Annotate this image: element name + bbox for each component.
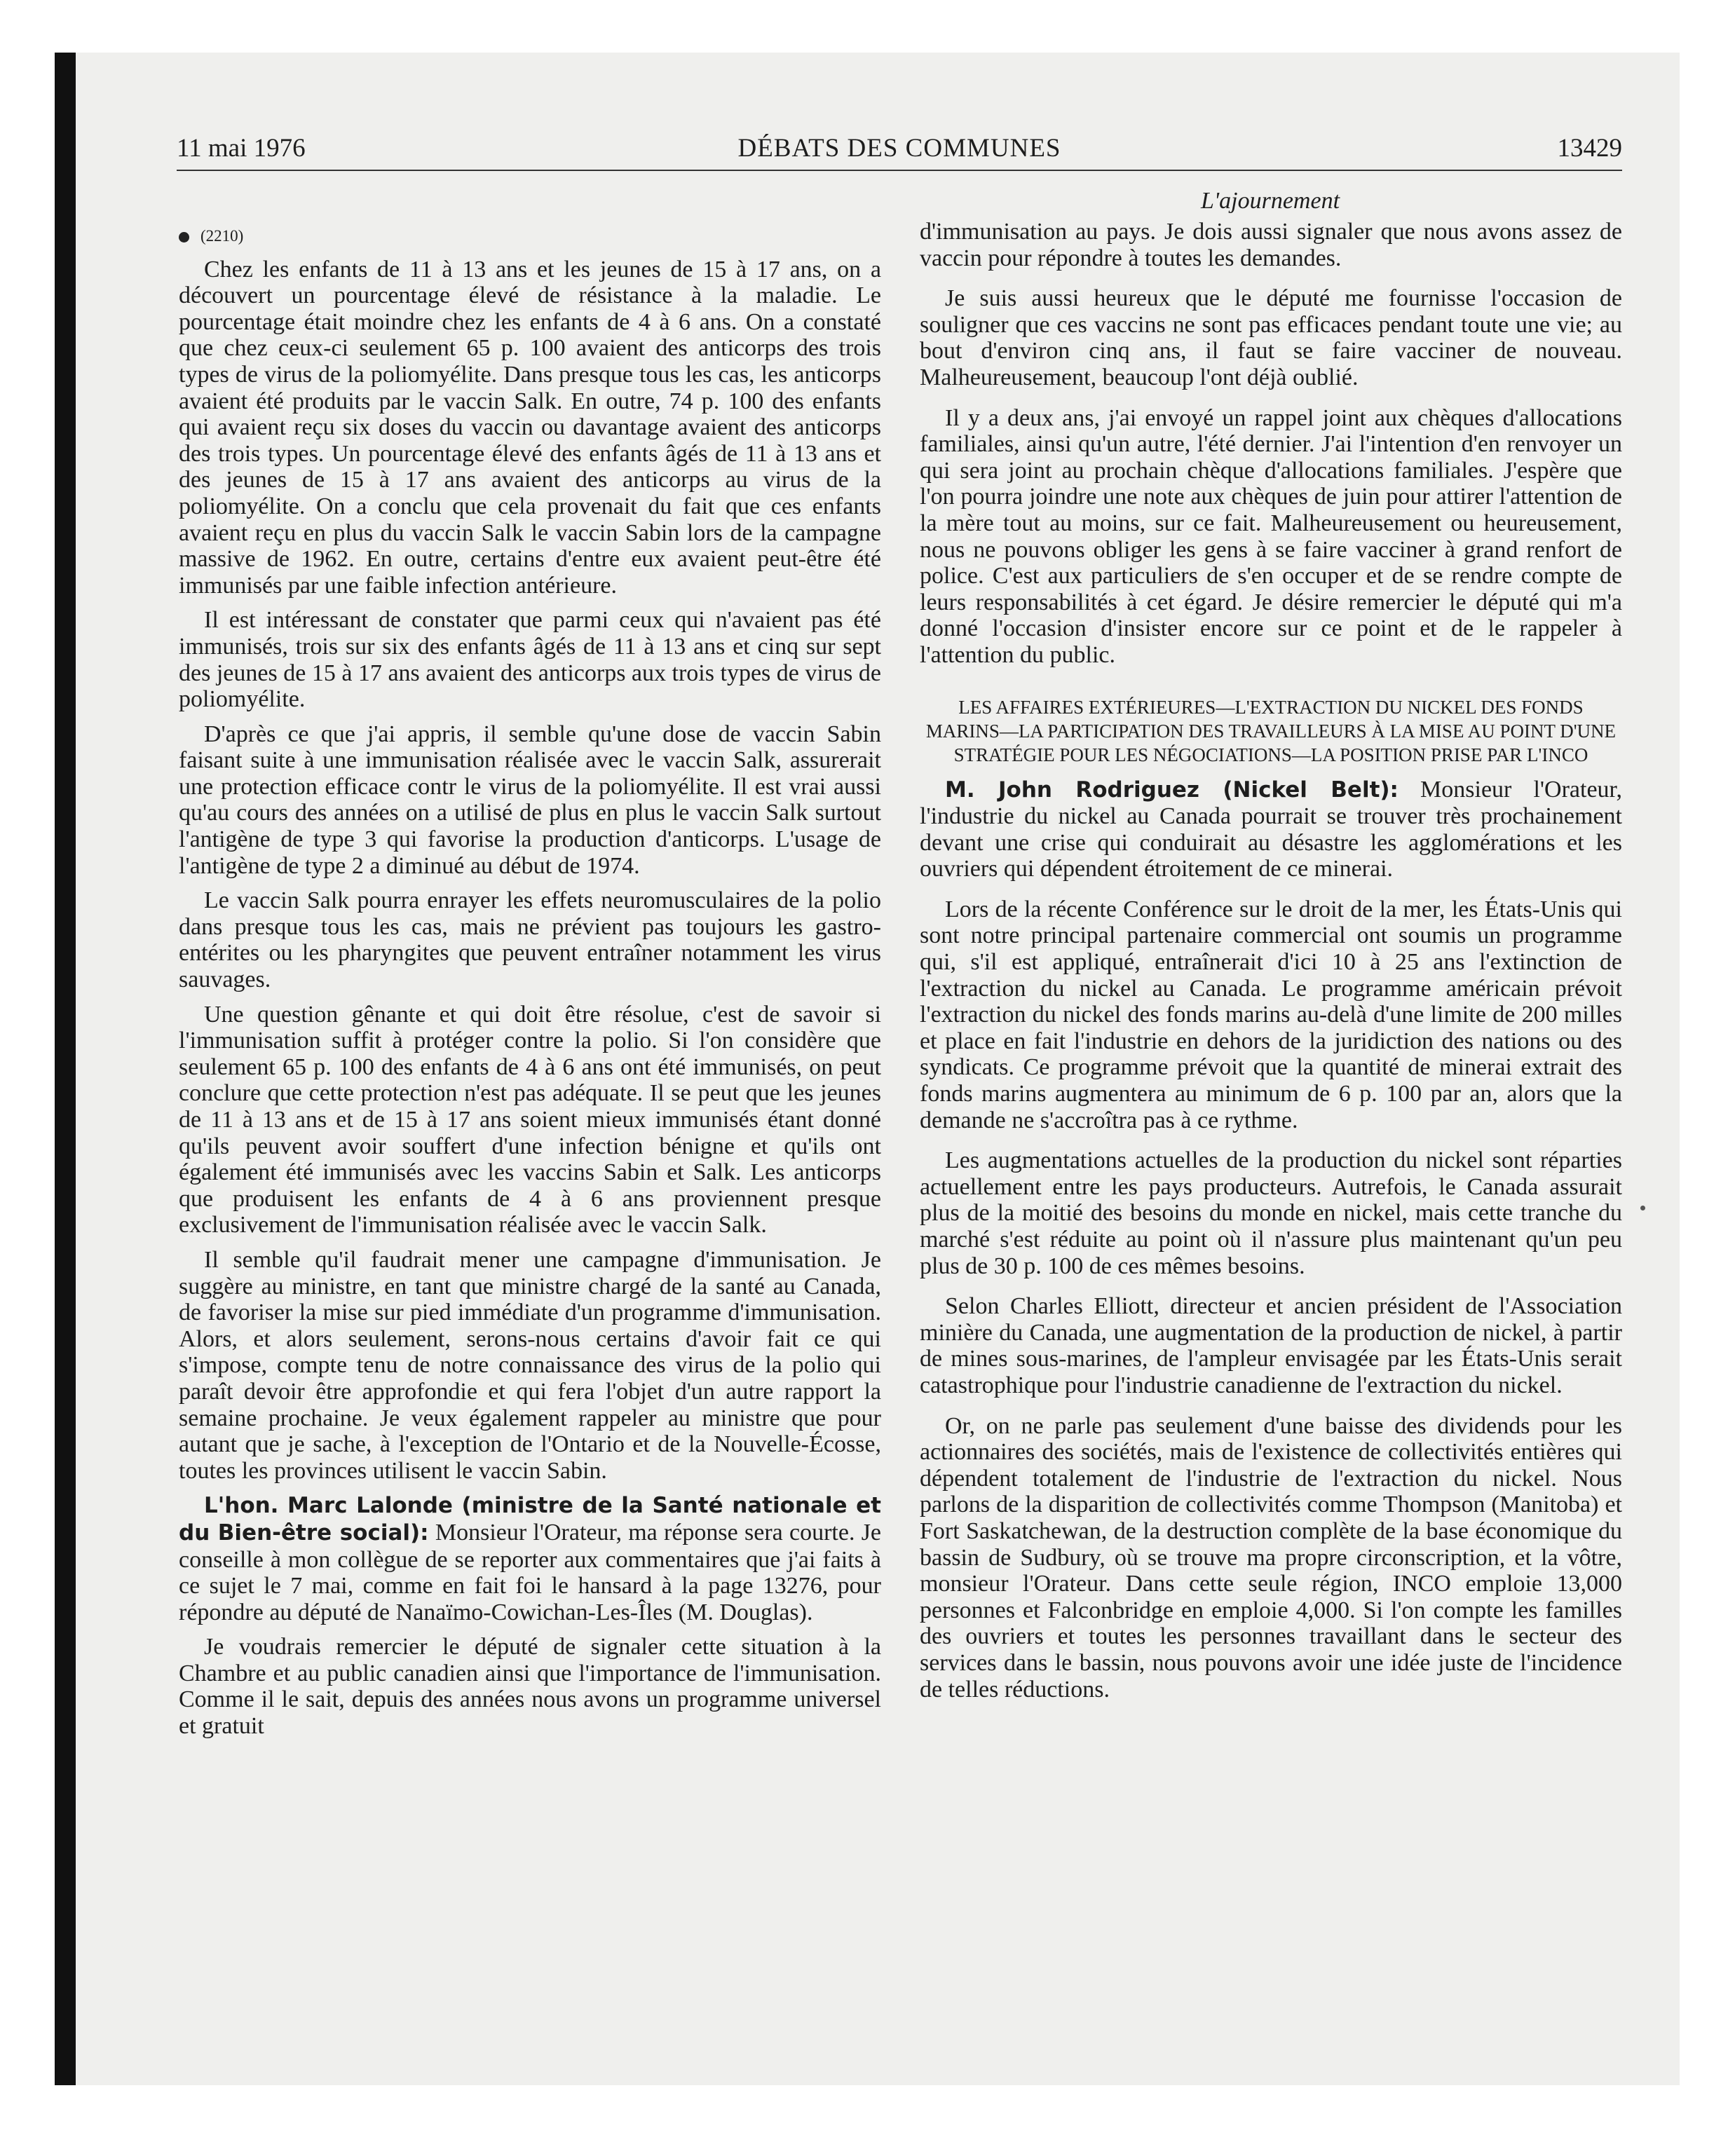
paragraph: Chez les enfants de 11 à 13 ans et les jeunes de 15 à 17 ans, on a découvert un pourcentage élevé de résistance à la maladie. Le pourcentage était moindre chez les enfants de 4 à 6 ans. On a constaté que chez ceux-ci seulement 65 p. 100 avaient des anticorps des trois types de virus de la poliomyélite. Dans presque tous les cas, les anticorps avaient été produits par le vaccin Salk. En outre, 74 p. 100 des enfants qui avaient reçu six doses du vaccin ou davantage avaient des anticorps des trois types. Un pourcentage élevé des enfants âgés de 11 à 13 ans et des jeunes de 15 à 17 ans avaient des anticorps au virus de la poliomyélite. On a conclu que cela provenait du fait que ces enfants avaient reçu en plus du vaccin Salk le vaccin Sabin lors de la campagne massive de 1962. En outre, certains d'entre eux avaient peut-être été immunisés par une faible infection antérieure. [179,256,881,599]
time-marker-text: (2210) [200,227,244,245]
paragraph: Il y a deux ans, j'ai envoyé un rappel joint aux chèques d'allocations familiales, ainsi qu'un autre, l'été dernier. J'ai l'intention d'en renvoyer un qui sera joint au prochain chèque d'allocations familiales. J'espère que l'on pourra joindre une note aux chèques de juin pour attirer l'attention de la mère tout au moins, sur ce fait. Malheureusement ou heureusement, nous ne pouvons obliger les gens à se faire vacciner à grand renfort de police. C'est aux particuliers de s'en occuper et de se rendre compte de leurs responsabilités à cet égard. Je désire remercier le député qui m'a donné l'occasion d'insister encore sur ce point et de le rappeler à l'attention du public. [920,404,1622,668]
paragraph: Le vaccin Salk pourra enrayer les effets neuromusculaires de la polio dans presque tous les cas, mais ne prévient pas toujours les gastro-entérites ou les pharyngites que peuvent entraîner notamment les virus sauvages. [179,887,881,993]
paragraph: Je suis aussi heureux que le député me fournisse l'occasion de souligner que ces vaccins ne sont pas efficaces pendant toute une vie; au bout d'environ cinq ans, il faut se faire vacciner de nouveau. Malheureusement, beaucoup l'ont déjà oublié. [920,285,1622,390]
paragraph: Il est intéressant de constater que parmi ceux qui n'avaient pas été immunisés, trois sur six des enfants âgés de 11 à 13 ans et cinq sur sept des jeunes de 15 à 17 ans avaient des anticorps aux trois types de virus de poliomyélite. [179,607,881,713]
paragraph: Les augmentations actuelles de la production du nickel sont réparties actuellement entre les pays producteurs. Autrefois, le Canada assurait plus de la moitié des besoins du monde en nickel, mais cette tranche du marché s'est réduite au point où il n'assure plus maintenant qu'un peu plus de 30 p. 100 de ces mêmes besoins. [920,1147,1622,1279]
speaker-paragraph [920,777,1622,882]
paragraph: Je voudrais remercier le député de signaler cette situation à la Chambre et au public canadien ainsi que l'importance de l'immunisation. Comme il le sait, depuis des années nous avons un programme universel et gratuit [179,1634,881,1740]
paragraph: D'après ce que j'ai appris, il semble qu'une dose de vaccin Sabin faisant suite à une immunisation réalisée avec le vaccin Salk, assurerait une protection efficace contr le virus de la poliomyélite. Il est vrai aussi qu'au cours des années on a utilisé de plus en plus le vaccin Salk surtout l'antigène de type 3 qui favorise la production d'anticorps. L'usage de l'antigène de type 2 a diminué au début de 1974. [179,721,881,879]
header-page-number: 13429 [1557,134,1622,163]
running-head: L'ajournement [1200,188,1340,214]
header-date: 11 mai 1976 [177,134,306,163]
paragraph: Selon Charles Elliott, directeur et ancien président de l'Association minière du Canada, une augmentation de la production de nickel, à partir de mines sous-marines, de l'ampleur envisagée par les États-Unis serait catastrophique pour l'industrie canadienne de l'extraction du nickel. [920,1293,1622,1398]
paragraph: Or, on ne parle pas seulement d'une baisse des dividends pour les actionnaires des sociétés, mais de l'existence de collectivités entières qui dépendent totalement de l'industrie de l'extraction du nickel. Nous parlons de la disparition de collectivités comme Thompson (Manitoba) et Fort Saskatchewan, de la destruction complète de la base économique du bassin de Sudbury, où se trouve ma propre circonscription, et la vôtre, monsieur l'Orateur. Dans cette seule région, INCO emploie 13,000 personnes et Falconbridge en emploie 4,000. Si l'on compte les familles des ouvriers et toutes les personnes travaillant dans le secteur des services dans le bassin, nous pouvons avoir une idée juste de l'incidence de telles réductions. [920,1412,1622,1703]
section-heading: LES AFFAIRES EXTÉRIEURES—L'EXTRACTION DU NICKEL DES FONDS MARINS—LA PARTICIPATION DES TRAVAILLEURS À LA MISE AU POINT D'UNE STRATÉGIE POUR LES NÉGOCIATIONS—LA POSITION PRISE PAR L'INCO [925,696,1617,765]
speaker-text: Monsieur l'Orateur, l'industrie du nickel au Canada pourrait se trouver très prochainement devant une crise qui conduirait au désastre les agglomérations et les ouvriers qui dépendent étroitement de ce minerai. [920,776,1622,882]
time-marker [179,223,881,250]
speaker-name: L'hon. Marc Lalonde (ministre de la Santé nationale et du Bien-être social): [179,1493,881,1546]
speaker-text: Monsieur l'Orateur, ma réponse sera courte. Je conseille à mon collègue de se reporter aux commentaires que j'ai faits à ce sujet le 7 mai, comme en fait foi le hansard à la page 13276, pour répondre au député de Nanaïmo-Cowichan-Les-Îles (M. Douglas). [179,1519,882,1625]
paragraph: Lors de la récente Conférence sur le droit de la mer, les États-Unis qui sont notre principal partenaire commercial ont soumis un programme qui, s'il est appliqué, entraînerait d'ici 10 à 25 ans l'extinction de l'extraction du nickel au Canada. Le programme américain prévoit l'extraction du nickel des fonds marins au-delà d'une limite de 200 milles et place en fait l'industrie en dehors de la juridiction des nations ou des syndicats. Ce programme prévoit que la quantité de minerai extrait des fonds marins augmentera au minimum de 6 p. 100 par an, alors que la demande ne s'accroîtra pas à ce rythme. [920,896,1622,1133]
margin-dot [1640,1206,1645,1210]
continued-paragraph: d'immunisation au pays. Je dois aussi signaler que nous avons assez de vaccin pour répondre à toutes les demandes. [920,219,1622,271]
speaker-name: M. John Rodriguez (Nickel Belt): [945,777,1399,803]
left-column [179,217,881,1748]
speaker-paragraph [179,1492,881,1625]
paragraph: Une question gênante et qui doit être résolue, c'est de savoir si l'immunisation suffit à protéger contre la polio. Si l'on considère que seulement 65 p. 100 des enfants de 4 à 6 ans ont été immunisés, on peut conclure que cette protection n'est pas adéquate. Il se peut que les jeunes de 11 à 13 ans et de 15 à 17 ans soient mieux immunisés étant donné qu'ils peuvent avoir souffert d'une infection bénigne et qu'ils ont également été immunisés avec les vaccins Sabin et Salk. Les anticorps que produisent les enfants de 4 à 6 ans proviennent presque exclusivement de l'immunisation réalisée avec le vaccin Salk. [179,1001,881,1239]
header-title: DÉBATS DES COMMUNES [737,134,1061,163]
binding-shadow [55,53,76,2085]
paragraph: Il semble qu'il faudrait mener une campagne d'immunisation. Je suggère au ministre, en tant que ministre chargé de la santé au Canada, de favoriser la mise sur pied immédiate d'un programme d'immunisation. Alors, et alors seulement, serons-nous certains d'avoir fait ce qui s'impose, compte tenu de notre connaissance des virus de la polio qui paraît devoir être approfondie et qui fera l'objet d'un autre rapport la semaine prochaine. Je veux également rappeler au ministre que pour autant que je sache, à l'exception de l'Ontario et de la Nouvelle-Écosse, toutes les provinces utilisent le vaccin Sabin. [179,1246,881,1484]
bullet-icon [179,232,189,243]
right-column [920,219,1622,1711]
page-header [177,133,1622,171]
